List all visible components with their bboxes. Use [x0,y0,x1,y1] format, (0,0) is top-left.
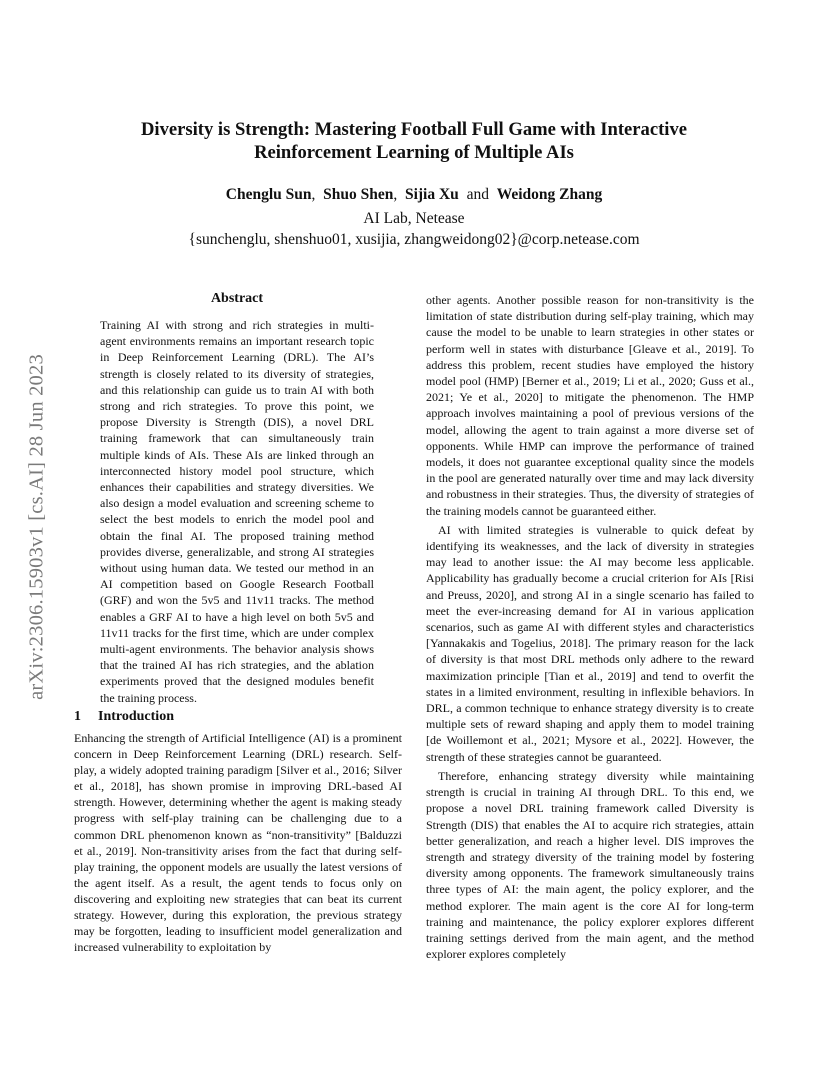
affiliation: AI Lab, Netease [363,210,465,227]
author-separator-2: , [393,186,398,203]
abstract-body [100,317,374,706]
paper-title-line-2: Reinforcement Learning of Multiple AIs [254,142,574,163]
author-separator-1: , [311,186,316,203]
intro-paragraph-1-continued: other agents. Another possible reason for non-transitivity is the limitation of state distribution during self-play training, which may cause the model to be unable to learn strategies in other states or perform well in states with disturbance [Gleave et al., 2019]. To address this problem, recent studies have employed the history model pool (HMP) [Berner et al., 2019; Li et al., 2020; Guss et al., 2021; Ye et al., 2020] to mitigate the phenomenon. The HMP approach involves maintaining a pool of previous versions of the model, allowing the agent to train against a more diverse set of opponents. While HMP can improve the performance of trained models, it does not guarantee exceptional quality since the models in the pool are generated naturally over time and may lack diversity and robustness in their strategies. Thus, the diversity of strategies of the training models cannot be guaranteed either. [426,293,754,518]
author-4: Weidong Zhang [496,186,603,203]
author-3: Sijia Xu [404,186,459,203]
left-column-body [74,730,402,955]
arxiv-stamp-text: arXiv:2306.15903v1 [cs.AI] 28 Jun 2023 [25,354,48,700]
section-heading-introduction [74,709,404,725]
arxiv-stamp [22,292,52,762]
author-emails: {sunchenglu, shenshuo01, xusijia, zhangweidong02}@corp.netease.com [188,231,640,248]
author-conjunction: and [466,186,489,203]
abstract-heading: Abstract [210,291,264,306]
section-title: Introduction [98,709,174,724]
paper-title-line-1: Diversity is Strength: Mastering Football Full Game with Interactive [140,119,688,140]
right-column-body [426,292,754,965]
abstract-text: Training AI with strong and rich strategies in multi-agent environments remains an important research topic in Deep Reinforcement Learning (DRL). The AI’s strength is closely related to its diversity of strategies, and this relationship can guide us to train AI with both strong and rich strategies. To prove this point, we propose Diversity is Strength (DIS), a novel DRL training framework that can simultaneously train multiple kinds of AIs. These AIs are linked through an interconnected history model pool structure, which enhances their capabilities and strategy diversities. We also design a model evaluation and screening scheme to select the best models to enrich the model pool and obtain the final AI. The proposed training method provides diverse, generalizable, and strong AI strategies without using human data. We tested our method in an AI competition based on Google Research Football (GRF) and won the 5v5 and 11v11 tracks. The method enables a GRF AI to have a high level on both 5v5 and 11v11 tracks for the first time, which are under complex multi-agent environments. The behavior analysis shows that the trained AI has rich strategies, and the ablation experiments proved that the designed modules benefit the training process. [100,318,374,705]
intro-paragraph-1: Enhancing the strength of Artificial Intelligence (AI) is a prominent concern in Deep Reinforcement Learning (DRL) research. Self-play, a widely adopted training paradigm [Silver et al., 2016; Silver et al., 2018], has shown promise in improving DRL-based AI strength. However, determining whether the agent is making steady progress with self-play training can be challenging due to a common DRL phenomenon known as “non-transitivity” [Balduzzi et al., 2019]. Non-transitivity arises from the fact that during self-play training, the opponent models are usually the latest versions of the agent itself. As a result, the agent tends to focus only on discovering and exploiting new strategies that can beat its current strategy. However, during this exploration, the previous strategy may be forgotten, leading to insufficient model generalization and increased vulnerability to exploitation by [74,731,402,955]
section-number: 1 [74,709,81,724]
author-1: Chenglu Sun [225,186,312,203]
intro-paragraph-3: Therefore, enhancing strategy diversity while maintaining strength is crucial in training AI through DRL. To this end, we propose a novel DRL training framework called Diversity is Strength (DIS) that enables the AI to acquire rich strategies, attain better generalization, and reach a higher level. DIS improves the strength and strategy diversity of the training model by fostering diversity among opponents. The framework simultaneously trains three types of AI: the main agent, the policy explorer, and the method explorer. The main agent is the core AI for long-term training and maintenance, the policy explorer explores different training settings derived from the main agent, and the method explorer explores completely [426,768,754,962]
paper-title [90,118,738,164]
author-2: Shuo Shen [323,186,394,203]
intro-paragraph-2: AI with limited strategies is vulnerable to quick defeat by identifying its weaknesses, and the lack of diversity in strategies may lead to another issue: the AI may become less applicable. Applicability has gradually become a crucial criterion for AIs [Risi and Preuss, 2020], and strong AI in a single scenario has failed to meet the ever-increasing demand for AI in various application scenarios, such as game AI with different styles and characteristics [Yannakakis and Togelius, 2018]. The primary reason for the lack of diversity is that most DRL methods only adhere to the reward maximization principle [Tian et al., 2019] and tend to overfit the states in a limited environment, resulting in inflexible behaviors. In DRL, a common technique to enhance strategy diversity is to create multiple sets of reward shaping and apply them to model training [de Woillemont et al., 2021; Mysore et al., 2022]. However, the strength of these strategies cannot be guaranteed. [426,522,754,764]
author-list [90,185,738,205]
